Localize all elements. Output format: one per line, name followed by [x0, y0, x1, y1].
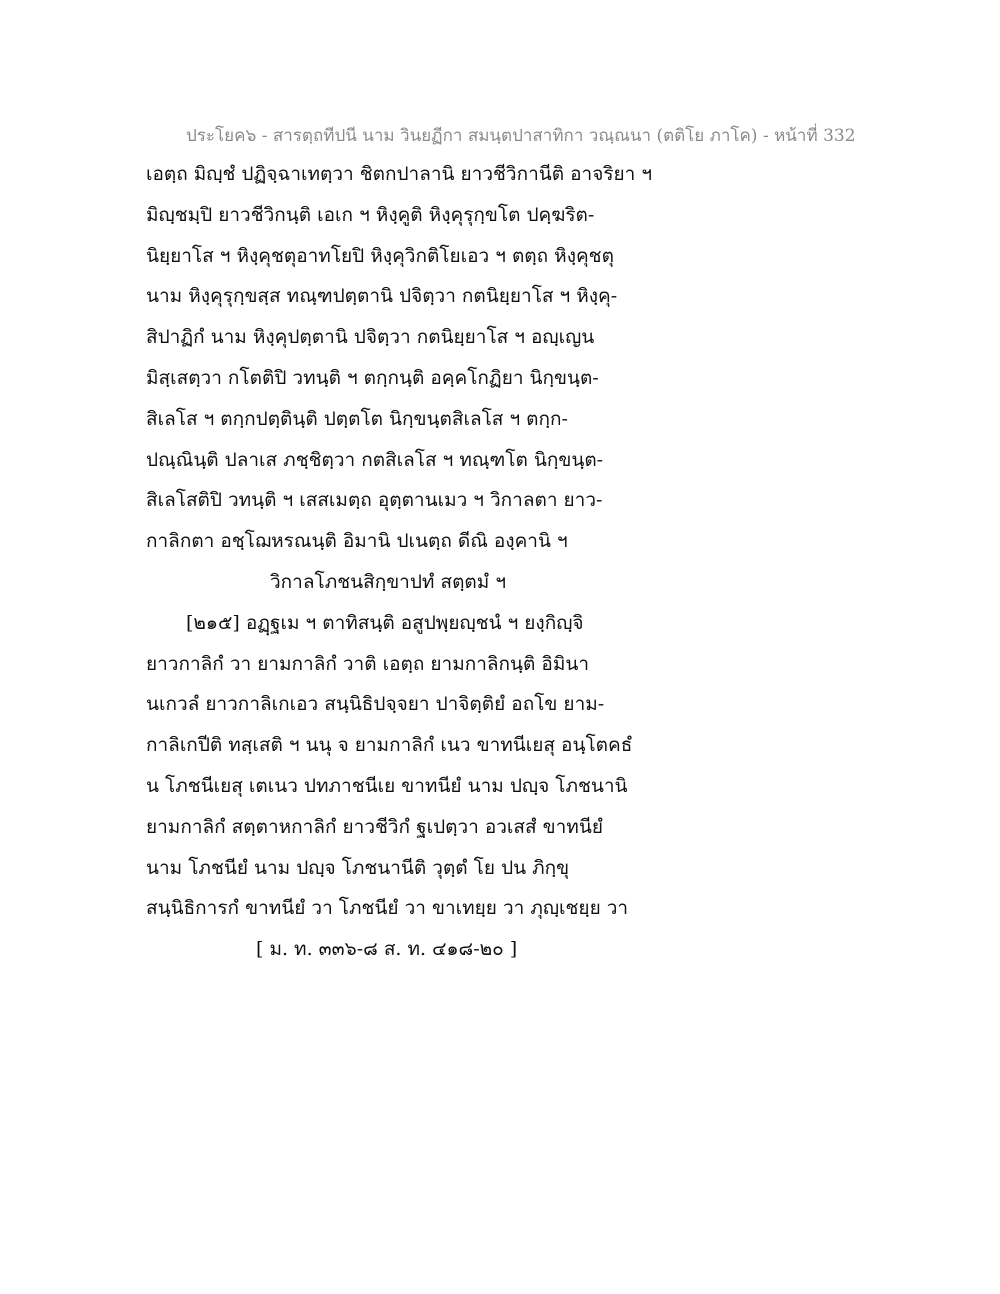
- section-line: ยามกาลิกํ สตฺตาหกาลิกํ ยาวชีวิกํ ฐเปตฺวา อวเสสํ ขาทนียํ: [146, 815, 603, 838]
- document-body: [146, 160, 706, 976]
- body-line: มิสฺเสตฺวา กโตติปิ วทนฺติ ฯ ตกฺกนฺติ อคฺคโกฏิยา นิกฺขนฺต-: [146, 366, 599, 389]
- body-line: นาม หิงฺคุรุกฺขสฺส ทณฺฑปตฺตานิ ปจิตฺวา กตนิยฺยาโส ฯ หิงฺคุ-: [146, 285, 618, 308]
- section-line: นเกวลํ ยาวกาลิเกเอว สนฺนิธิปจฺจยา ปาจิตฺติยํ อถโข ยาม-: [146, 693, 605, 716]
- section-line: [๒๑๕] อฏฺฐเม ฯ ตาทิสนฺติ อสูปพฺยญฺชนํ ฯ ยงฺกิญฺจิ: [186, 611, 584, 634]
- body-line: นิยฺยาโส ฯ หิงฺคุชตุอาทโยปิ หิงฺคุวิกติโยเอว ฯ ตตฺถ หิงฺคุชตุ: [146, 244, 614, 267]
- body-line: ปณฺณินฺติ ปลาเส ภชฺชิตฺวา กตสิเลโส ฯ ทณฺฑโต นิกฺขนฺต-: [146, 448, 604, 471]
- body-line: สิปาฏิกํ นาม หิงฺคุปตฺตานิ ปจิตฺวา กตนิยฺยาโส ฯ อญฺเญน: [146, 326, 595, 349]
- body-line: สิเลโสติปิ วทนฺติ ฯ เสสเมตฺถ อุตฺตานเมว ฯ วิกาลตา ยาว-: [146, 489, 603, 512]
- body-line: สิเลโส ฯ ตกฺกปตฺตินฺติ ปตฺตโต นิกฺขนฺตสิเลโส ฯ ตกฺก-: [146, 407, 568, 430]
- section-line: ยาวกาลิกํ วา ยามกาลิกํ วาติ เอตฺถ ยามกาลิกนฺติ อิมินา: [146, 652, 590, 675]
- section-line: กาลิเกปีติ ทสฺเสติ ฯ นนุ จ ยามกาลิกํ เนว ขาทนีเยสุ อนฺโตคธํ: [146, 734, 633, 757]
- body-line: เอตฺถ มิญฺชํ ปฏิจฺฉาเทตฺวา ชิตกปาลานิ ยาวชีวิกานีติ อาจริยา ฯ: [146, 163, 653, 185]
- section-title: วิกาลโภชนสิกฺขาปทํ สตฺตมํ ฯ: [270, 570, 506, 593]
- section-line: นาม โภชนียํ นาม ปญฺจ โภชนานีติ วุตฺตํ โย ปน ภิกฺขุ: [146, 856, 570, 879]
- body-line: กาลิกตา อชฺโฌหรณนฺติ อิมานิ ปเนตฺถ ดีณิ องฺคานิ ฯ: [146, 530, 568, 553]
- section-line: สนฺนิธิการกํ ขาทนียํ วา โภชนียํ วา ขาเทยฺย วา ภุญฺเชยฺย วา: [146, 897, 629, 920]
- body-line: มิญฺชมฺปิ ยาวชีวิกนฺติ เอเก ฯ หิงฺคูติ หิงฺคุรุกฺขโต ปคฺฆริต-: [146, 203, 595, 226]
- reference-citation: [ ม. ท. ๓๓๖-๘ ส. ท. ๔๑๘-๒๐ ]: [256, 938, 518, 961]
- running-header: ประโยค๖ - สารตฺถทีปนี นาม วินยฏีกา สมนฺตปาสาทิกา วณฺณนา (ตติโย ภาโค) - หน้าที่ 332: [186, 126, 856, 146]
- section-line: น โภชนีเยสุ เตเนว ปทภาชนีเย ขาทนียํ นาม ปญฺจ โภชนานิ: [146, 774, 628, 797]
